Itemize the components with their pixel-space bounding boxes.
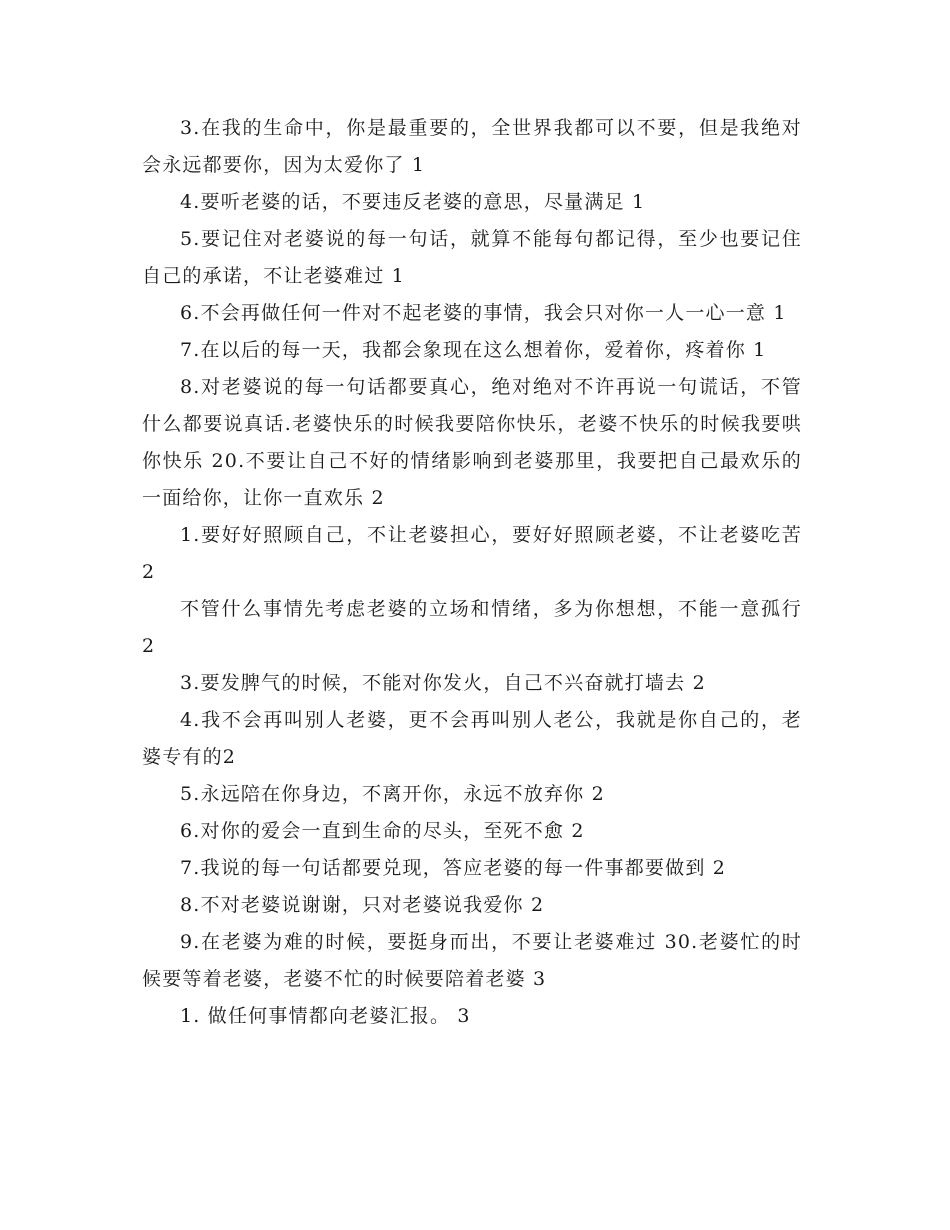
paragraph-6: 8.对老婆说的每一句话都要真心，绝对绝对不许再说一句谎话，不管什么都要说真话.老婆快乐的时候我要陪你快乐，老婆不快乐的时候我要哄你快乐 20.不要让自己不好的情绪影响到老婆那里，我要把自己最欢乐的一面给你，让你一直欢乐 2: [142, 376, 802, 509]
document-body: [142, 110, 802, 1035]
paragraph-14: 8.不对老婆说谢谢，只对老婆说我爱你 2: [180, 894, 545, 916]
paragraph-13: 7.我说的每一句话都要兑现，答应老婆的每一件事都要做到 2: [180, 857, 727, 879]
paragraph-3: 5.要记住对老婆说的每一句话，就算不能每句都记得，至少也要记住自己的承诺，不让老婆难过 1: [142, 228, 802, 287]
paragraph-1: 3.在我的生命中，你是最重要的，全世界我都可以不要，但是我绝对会永远都要你，因为太爱你了 1: [142, 117, 802, 176]
paragraph-9: 3.要发脾气的时候，不能对你发火，自己不兴奋就打墙去 2: [180, 672, 706, 694]
paragraph-4: 6.不会再做任何一件对不起老婆的事情，我会只对你一人一心一意 1: [180, 302, 787, 324]
paragraph-11: 5.永远陪在你身边，不离开你，永远不放弃你 2: [180, 783, 605, 805]
paragraph-5: 7.在以后的每一天，我都会象现在这么想着你，爱着你，疼着你 1: [180, 339, 767, 361]
paragraph-2: 4.要听老婆的话，不要违反老婆的意思，尽量满足 1: [180, 191, 646, 213]
paragraph-10: 4.我不会再叫别人老婆，更不会再叫别人老公，我就是你自己的，老婆专有的2: [142, 709, 802, 768]
paragraph-12: 6.对你的爱会一直到生命的尽头，至死不愈 2: [180, 820, 585, 842]
paragraph-8: 不管什么事情先考虑老婆的立场和情绪，多为你想想，不能一意孤行 2: [142, 598, 802, 657]
paragraph-15: 9.在老婆为难的时候，要挺身而出，不要让老婆难过 30.老婆忙的时候要等着老婆，老婆不忙的时候要陪着老婆 3: [142, 931, 802, 990]
paragraph-16: 1. 做任何事情都向老婆汇报。 3: [180, 1005, 471, 1027]
paragraph-7: 1.要好好照顾自己，不让老婆担心，要好好照顾老婆，不让老婆吃苦 2: [142, 524, 802, 583]
